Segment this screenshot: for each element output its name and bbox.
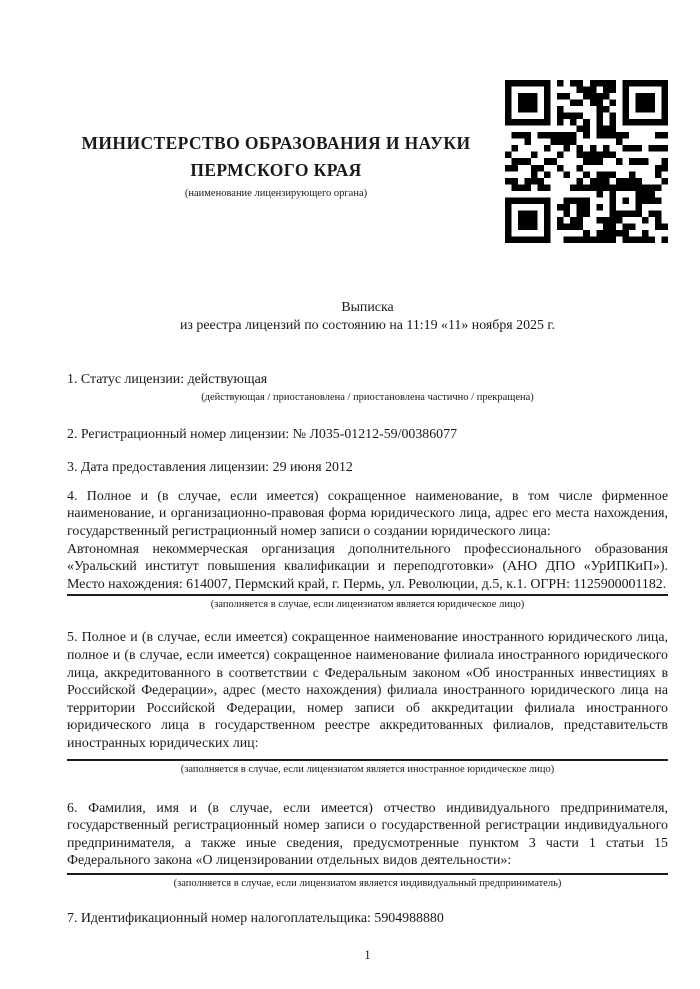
document-body bbox=[67, 299, 668, 963]
title-line1: Выписка bbox=[341, 300, 394, 315]
document-title bbox=[67, 299, 668, 335]
foreign-entity-note: (заполняется в случае, если лицензиатом является иностранное юридическое лицо) bbox=[180, 763, 555, 775]
ministry-name-line2: ПЕРМСКОГО КРАЯ bbox=[190, 160, 362, 180]
foreign-entity-section bbox=[67, 629, 668, 776]
page-number: 1 bbox=[364, 948, 371, 963]
foreign-entity-label: 5. Полное и (в случае, если имеется) сокращенное наименование иностранного юридического лица, полное и (в случае, если имеется) сокращенное наименование филиала иностранного юридического лица, аккредитованного в соответствии с Федеральным законом «Об иностранных инвестициях в Российской Федерации», адрес (место нахождения) филиала иностранного юридического лица на территории Российской Федерации, номер записи об аккредитации филиала иностранного юридического лица в государственном реестре аккредитованных филиалов, представительств иностранных юридических лиц: bbox=[67, 630, 668, 751]
entrepreneur-section bbox=[67, 800, 668, 891]
license-status-note: (действующая / приостановлена / приостановлена частично / прекращена) bbox=[201, 391, 534, 403]
legal-entity-value: Автономная некоммерческая организация дополнительного профессионального образования «Уральский институт повышения квалификации и переподготовки» (АНО ДПО «УрИПКиП»). Место нахождения: 614007, Пермский край, г. Пермь, ул. Революции, д.5, к.1. ОГРН: 1125900001182. bbox=[67, 541, 668, 597]
entrepreneur-label: 6. Фамилия, имя и (в случае, если имеется) отчество индивидуального предпринимателя, государственный регистрационный номер записи о государственной регистрации индивидуального предпринимателя, а также иные сведения, предусмотренные пунктом 3 части 1 статьи 15 Федерального закона «О лицензировании отдельных видов деятельности»: bbox=[67, 800, 668, 869]
licensing-authority-caption: (наименование лицензирующего органа) bbox=[184, 188, 368, 199]
legal-entity-section bbox=[67, 488, 668, 613]
license-grant-date: 3. Дата предоставления лицензии: 29 июня 2012 bbox=[67, 460, 353, 476]
legal-entity-note: (заполняется в случае, если лицензиатом является юридическое лицо) bbox=[210, 599, 525, 611]
entrepreneur-note: (заполняется в случае, если лицензиатом является индивидуальный предприниматель) bbox=[173, 877, 562, 889]
legal-entity-label: 4. Полное и (в случае, если имеется) сокращенное наименование, в том числе фирменное наименование, и организационно-правовая форма юридического лица, адрес его места нахождения, государственный регистрационный номер записи о создании юридического лица: bbox=[67, 488, 668, 539]
taxpayer-id: 7. Идентификационный номер налогоплательщика: 5904988880 bbox=[67, 910, 444, 926]
license-registration-number: 2. Регистрационный номер лицензии: № Л035-01212-59/00386077 bbox=[67, 426, 458, 442]
qr-code-icon bbox=[505, 80, 668, 243]
document-header bbox=[67, 130, 485, 200]
ministry-name-line1: МИНИСТЕРСТВО ОБРАЗОВАНИЯ И НАУКИ bbox=[81, 133, 471, 153]
foreign-entity-blank-field bbox=[67, 753, 668, 761]
title-line2: из реестра лицензий по состоянию на 11:19 «11» ноября 2025 г. bbox=[179, 318, 556, 333]
license-status: 1. Статус лицензии: действующая bbox=[67, 372, 268, 387]
